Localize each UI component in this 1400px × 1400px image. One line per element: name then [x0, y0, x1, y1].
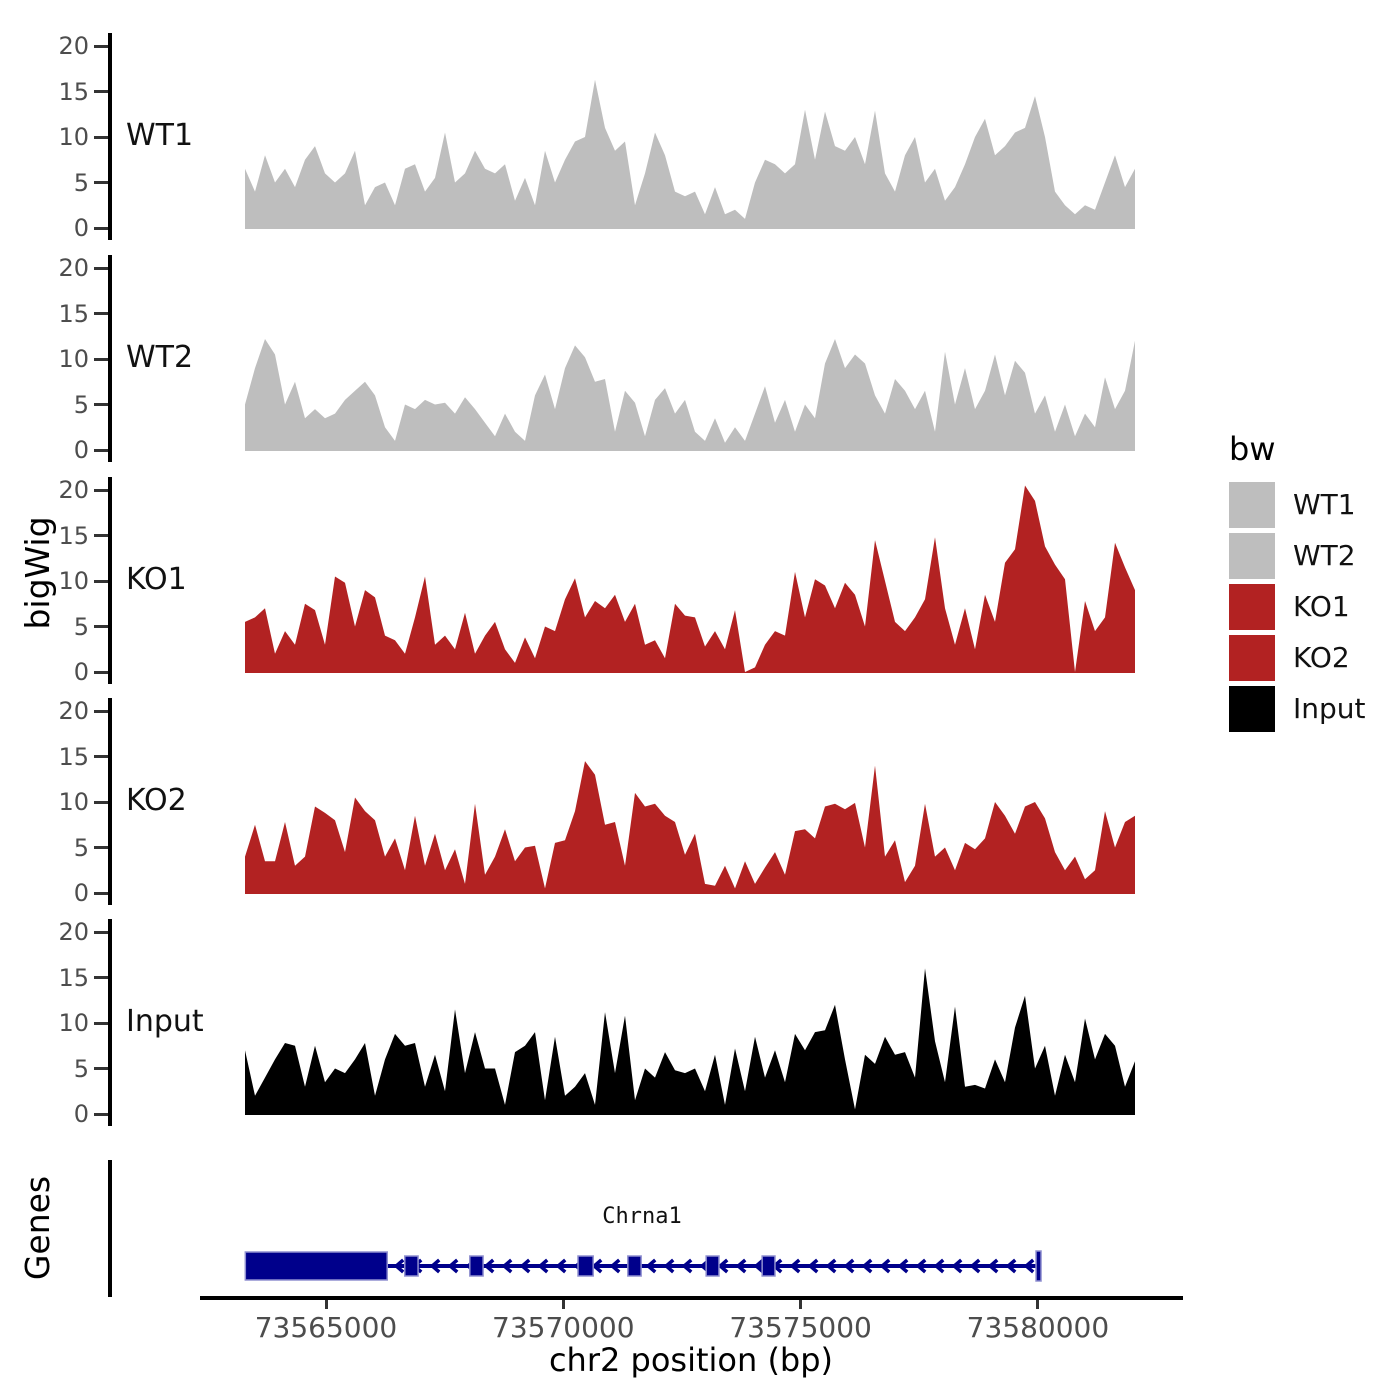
y-tick-mark — [94, 931, 108, 934]
legend-key-wt2 — [1229, 533, 1275, 579]
track-label-ko1: KO1 — [126, 562, 187, 597]
x-tick-label: 73580000 — [966, 1311, 1110, 1344]
legend-item-ko1: KO1 — [1229, 584, 1366, 630]
legend-item-wt2: WT2 — [1229, 533, 1366, 579]
gene-model-chrna1 — [200, 1150, 1200, 1310]
x-tick-label: 73565000 — [254, 1311, 398, 1344]
y-tick-label: 0 — [73, 879, 89, 907]
y-tick-label: 20 — [58, 476, 89, 504]
y-tick-label: 10 — [58, 788, 89, 816]
track-label-ko2: KO2 — [126, 783, 187, 818]
y-tick-label: 10 — [58, 123, 89, 151]
y-axis-title-genes: Genes — [18, 1175, 57, 1281]
coverage-area-input — [245, 924, 1135, 1116]
y-tick-label: 15 — [58, 521, 89, 550]
legend — [1229, 430, 1366, 737]
legend-key-ko2 — [1229, 635, 1275, 681]
y-tick-label: 5 — [73, 390, 89, 419]
y-tick-label: 5 — [73, 833, 89, 862]
x-tick-label: 73570000 — [492, 1311, 635, 1344]
y-tick-label: 20 — [58, 697, 89, 725]
x-tick-mark — [1036, 1300, 1039, 1309]
y-tick-label: 15 — [58, 77, 89, 106]
legend-key-wt1 — [1229, 482, 1275, 528]
track-label-wt2: WT2 — [126, 340, 194, 375]
y-tick-label: 0 — [73, 658, 89, 686]
y-tick-label: 20 — [58, 32, 89, 60]
y-tick-label: 15 — [58, 963, 89, 992]
y-axis-line — [108, 919, 112, 1126]
y-tick-label: 5 — [73, 168, 89, 197]
y-tick-label: 15 — [58, 299, 89, 328]
track-label-input: Input — [126, 1004, 204, 1039]
y-tick-mark — [94, 1113, 108, 1116]
legend-item-wt1: WT1 — [1229, 482, 1366, 528]
legend-key-ko1 — [1229, 584, 1275, 630]
x-tick-mark — [325, 1300, 328, 1309]
y-tick-label: 5 — [73, 612, 89, 641]
y-tick-mark — [94, 1022, 108, 1025]
legend-item-input: Input — [1229, 686, 1366, 732]
legend-title: bw — [1229, 430, 1276, 468]
y-tick-mark — [94, 1067, 108, 1070]
y-tick-label: 0 — [73, 1100, 89, 1128]
y-tick-mark — [94, 976, 108, 979]
gene-name-label: Chrna1 — [602, 1204, 682, 1229]
y-tick-label: 0 — [73, 436, 89, 464]
x-axis-title: chr2 position (bp) — [548, 1341, 834, 1379]
y-axis-title-bigwig: bigWig — [18, 516, 57, 630]
legend-item-ko2: KO2 — [1229, 635, 1366, 681]
legend-key-input — [1229, 686, 1275, 732]
x-tick-mark — [562, 1300, 565, 1309]
track-label-wt1: WT1 — [126, 118, 194, 153]
x-tick-mark — [799, 1300, 802, 1309]
y-tick-label: 20 — [58, 918, 89, 946]
y-tick-label: 0 — [73, 214, 89, 242]
y-tick-label: 5 — [73, 1054, 89, 1083]
y-tick-label: 10 — [58, 567, 89, 595]
y-tick-label: 15 — [58, 742, 89, 771]
y-tick-label: 10 — [58, 345, 89, 373]
y-tick-label: 20 — [58, 254, 89, 282]
y-tick-label: 10 — [58, 1009, 89, 1037]
genes-axis-line — [108, 1160, 112, 1297]
x-tick-label: 73575000 — [729, 1311, 872, 1344]
